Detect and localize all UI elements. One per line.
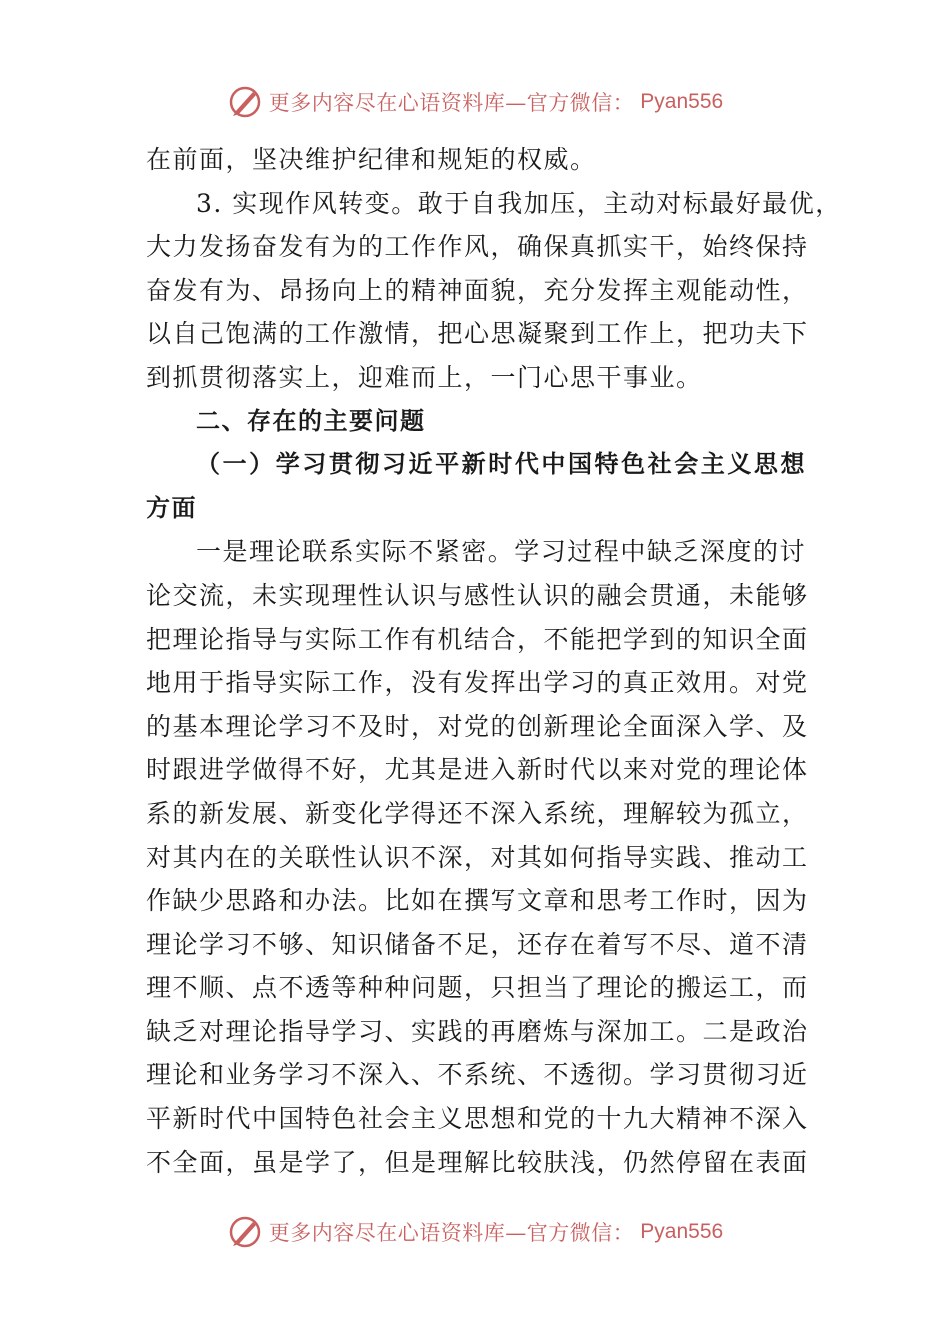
header-banner — [0, 78, 950, 126]
paragraph-line: 把理论指导与实际工作有机结合，不能把学到的知识全面 — [146, 624, 809, 654]
paragraph-line: 平新时代中国特色社会主义思想和党的十九大精神不深入 — [146, 1104, 809, 1134]
paragraph-line: 对其内在的关联性认识不深，对其如何指导实践、推动工 — [146, 842, 809, 872]
paragraph-line: 到抓贯彻落实上，迎难而上，一门心思干事业。 — [146, 362, 703, 392]
paragraph-line: 理论和业务学习不深入、不系统、不透彻。学习贯彻习近 — [146, 1060, 809, 1090]
document-body — [146, 138, 842, 1184]
footer-banner-text: 更多内容尽在心语资料库—官方微信： — [268, 1221, 635, 1245]
paragraph-line: 时跟进学做得不好，尤其是进入新时代以来对党的理论体 — [146, 755, 809, 785]
pen-circle-icon — [227, 84, 263, 120]
subsection-heading-cont: 方面 — [146, 493, 197, 522]
paragraph-line: 在前面，坚决维护纪律和规矩的权威。 — [146, 145, 597, 174]
paragraph-line: 一是理论联系实际不紧密。学习过程中缺乏深度的讨 — [196, 537, 806, 567]
section-heading: 二、存在的主要问题 — [196, 406, 426, 435]
paragraph-line: 奋发有为、昂扬向上的精神面貌，充分发挥主观能动性， — [146, 275, 809, 305]
paragraph-line: 大力发扬奋发有为的工作作风，确保真抓实干，始终保持 — [146, 232, 809, 262]
paragraph-line: 理论学习不够、知识储备不足，还存在着写不尽、道不清 — [146, 929, 809, 959]
paragraph-line: 论交流，未实现理性认识与感性认识的融会贯通，未能够 — [146, 580, 809, 610]
header-banner-text: 更多内容尽在心语资料库—官方微信： — [268, 91, 635, 115]
footer-banner — [0, 1208, 950, 1256]
paragraph-line: 作缺少思路和办法。比如在撰写文章和思考工作时，因为 — [146, 886, 809, 916]
paragraph-line: 地用于指导实际工作，没有发挥出学习的真正效用。对党 — [146, 668, 809, 698]
paragraph-line: 不全面，虽是学了，但是理解比较肤浅，仍然停留在表面 — [146, 1147, 809, 1177]
paragraph-line: 以自己饱满的工作激情，把心思凝聚到工作上，把功夫下 — [146, 319, 809, 349]
subsection-heading: （一）学习贯彻习近平新时代中国特色社会主义思想 — [196, 450, 806, 479]
pen-circle-icon — [227, 1214, 263, 1250]
footer-banner-handle: Pyan556 — [640, 1220, 724, 1243]
paragraph-line: 缺乏对理论指导学习、实践的再磨炼与深加工。二是政治 — [146, 1016, 809, 1046]
paragraph-line: 系的新发展、新变化学得还不深入系统，理解较为孤立， — [146, 798, 809, 828]
paragraph-line: 理不顺、点不透等种种问题，只担当了理论的搬运工，而 — [146, 973, 809, 1003]
header-banner-handle: Pyan556 — [640, 90, 724, 113]
paragraph-line: 3. 实现作风转变。敢于自我加压，主动对标最好最优， — [196, 188, 842, 218]
paragraph-line: 的基本理论学习不及时，对党的创新理论全面深入学、及 — [146, 711, 809, 741]
